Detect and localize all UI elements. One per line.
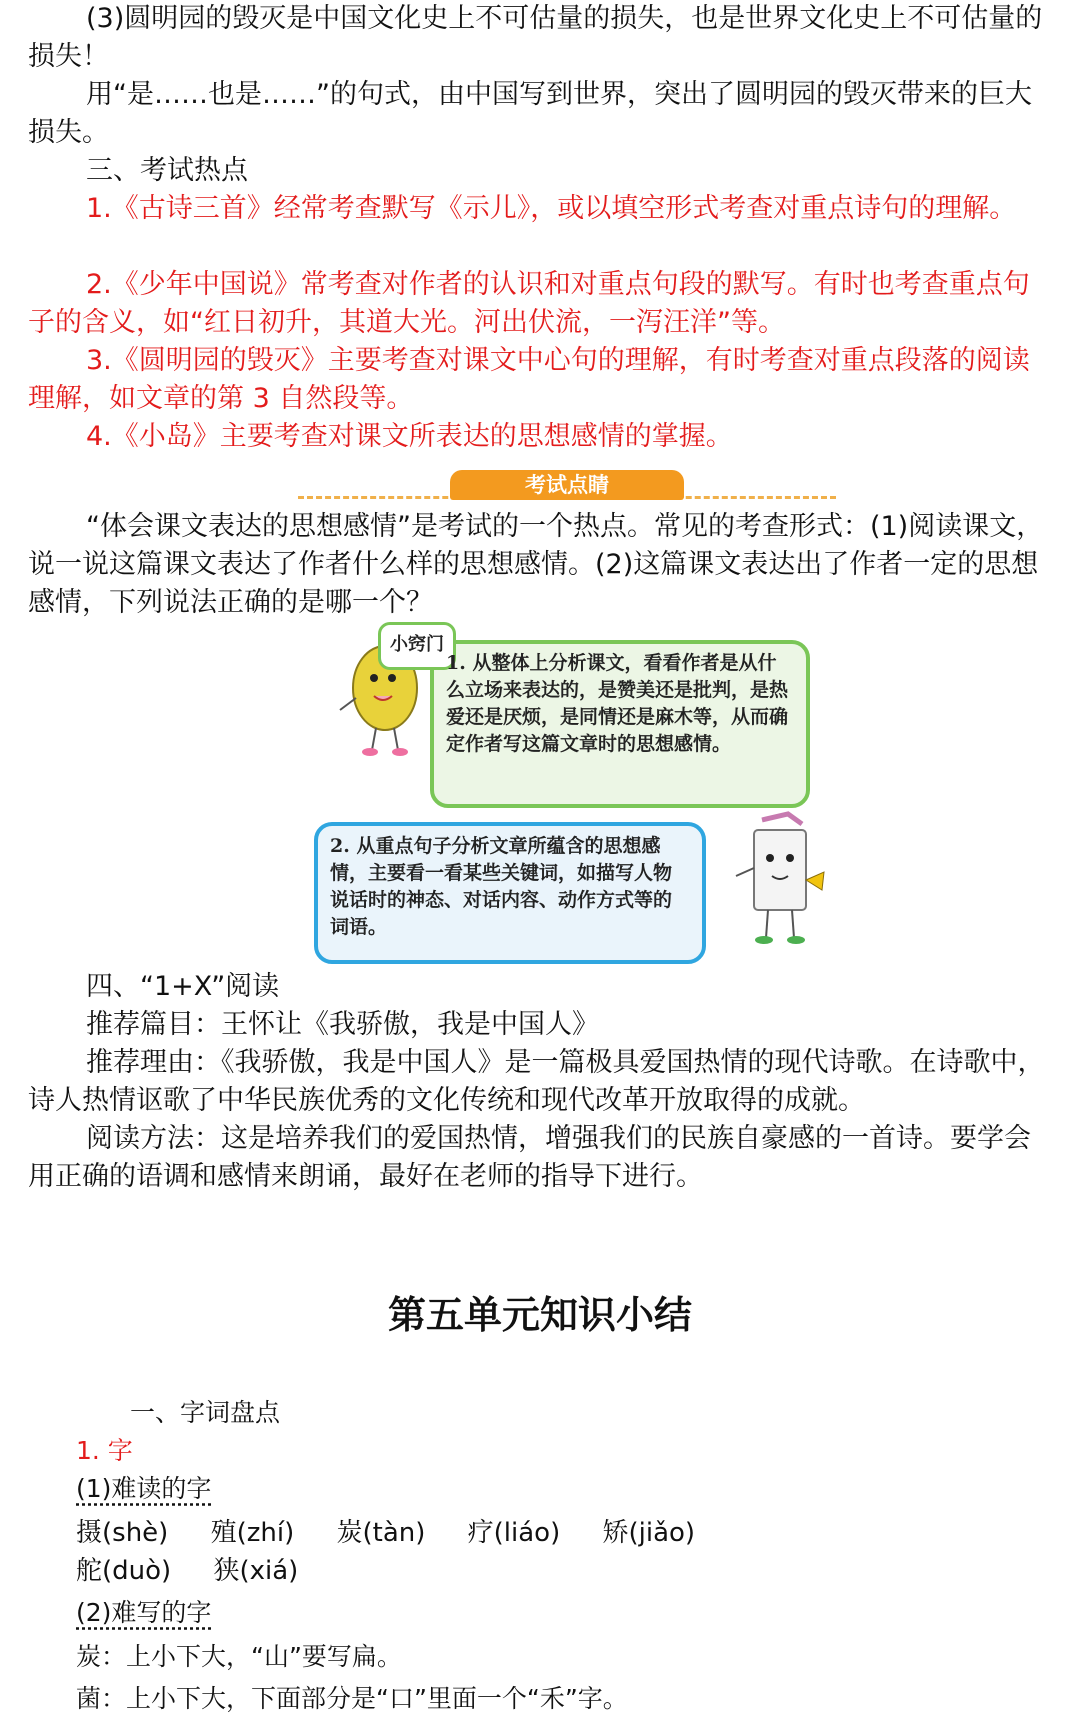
recommended-text: 推荐篇目：王怀让《我骄傲，我是中国人》 [86, 1009, 599, 1040]
recommend-reason: 推荐理由：《我骄傲，我是中国人》是一篇极具爱国热情的现代诗歌。在诗歌中，诗人热情讴歌了中华民族优秀的文化传统和现代改革开放取得的成就。 [28, 1047, 1045, 1116]
hard-to-write-label [76, 1594, 211, 1632]
section-heading-exam-hotspots: 三、考试热点 [86, 155, 248, 186]
exam-focus-banner [298, 470, 836, 504]
char-duo: 舵(duò) [76, 1556, 172, 1586]
paragraph-sentence-analysis: 用“是……也是……”的句式，由中国写到世界，突出了圆明园的毁灭带来的巨大损失。 [28, 79, 1032, 148]
hard-read-row-2 [76, 1552, 332, 1590]
page-title: 第五单元知识小结 [387, 1293, 692, 1337]
tip-1-text: 1. 从整体上分析课文，看看作者是从什么立场来表达的，是赞美还是批判，是热爱还是厌烦，是同情还是麻木等，从而确定作者写这篇文章时的思想感情。 [446, 652, 789, 755]
hard-to-read-label-text: (1)难读的字 [76, 1474, 212, 1503]
hotspot-item-3: 3.《圆明园的毁灭》主要考查对课文中心句的理解，有时考查对重点段落的阅读理解，如文章的第 3 自然段等。 [28, 345, 1030, 414]
hotspot-item-4: 4.《小岛》主要考查对课文所表达的思想感情的掌握。 [86, 421, 733, 452]
hotspot-item-1: 1.《古诗三首》经常考查默写《示儿》，或以填空形式考查对重点诗句的理解。 [86, 193, 1017, 224]
exam-focus-intro: “体会课文表达的思想感情”是考试的一个热点。常见的考查形式：(1)阅读课文，说一说这篇课文表达了作者什么样的思想感情。(2)这篇课文表达出了作者一定的思想感情，下列说法正确的是哪一个？ [28, 511, 1044, 618]
hard-read-row-1 [76, 1514, 729, 1552]
char-she: 摄(shè) [76, 1518, 169, 1548]
write-tip-tan: 炭：上小下大，“山”要写扁。 [76, 1642, 402, 1671]
paragraph-yuanmingyuan-sentence: (3)圆明园的毁灭是中国文化史上不可估量的损失，也是世界文化史上不可估量的损失！ [28, 3, 1043, 72]
section-heading-1x-reading: 四、“1+X”阅读 [86, 971, 280, 1002]
hard-to-write-label-text: (2)难写的字 [76, 1598, 212, 1627]
write-tip-jun: 菌：上小下大，下面部分是“口”里面一个“禾”字。 [76, 1684, 628, 1713]
tip-label: 小窍门 [378, 622, 456, 670]
hard-to-read-label [76, 1470, 211, 1508]
char-xia: 狭(xiá) [213, 1556, 299, 1586]
subsection-characters: 1. 字 [76, 1436, 133, 1465]
char-tan: 炭(tàn) [336, 1518, 426, 1548]
char-jiao: 矫(jiǎo) [602, 1518, 696, 1548]
char-zhi: 殖(zhí) [210, 1518, 295, 1548]
reading-method: 阅读方法：这是培养我们的爱国热情，增强我们的民族自豪感的一首诗。要学会用正确的语调和感情来朗诵，最好在老师的指导下进行。 [28, 1123, 1031, 1192]
section-heading-word-review: 一、字词盘点 [130, 1398, 281, 1427]
tip-2-text: 2. 从重点句子分析文章所蕴含的思想感情，主要看一看某些关键词，如描写人物说话时的神态、对话内容、动作方式等的词语。 [330, 835, 673, 938]
book-character-icon [728, 810, 828, 950]
exam-focus-label: 考试点睛 [450, 470, 684, 500]
hotspot-item-2: 2.《少年中国说》常考查对作者的认识和对重点句段的默写。有时也考查重点句子的含义，如“红日初升，其道大光。河出伏流，一泻汪洋”等。 [28, 269, 1030, 338]
char-liao: 疗(liáo) [467, 1518, 561, 1548]
